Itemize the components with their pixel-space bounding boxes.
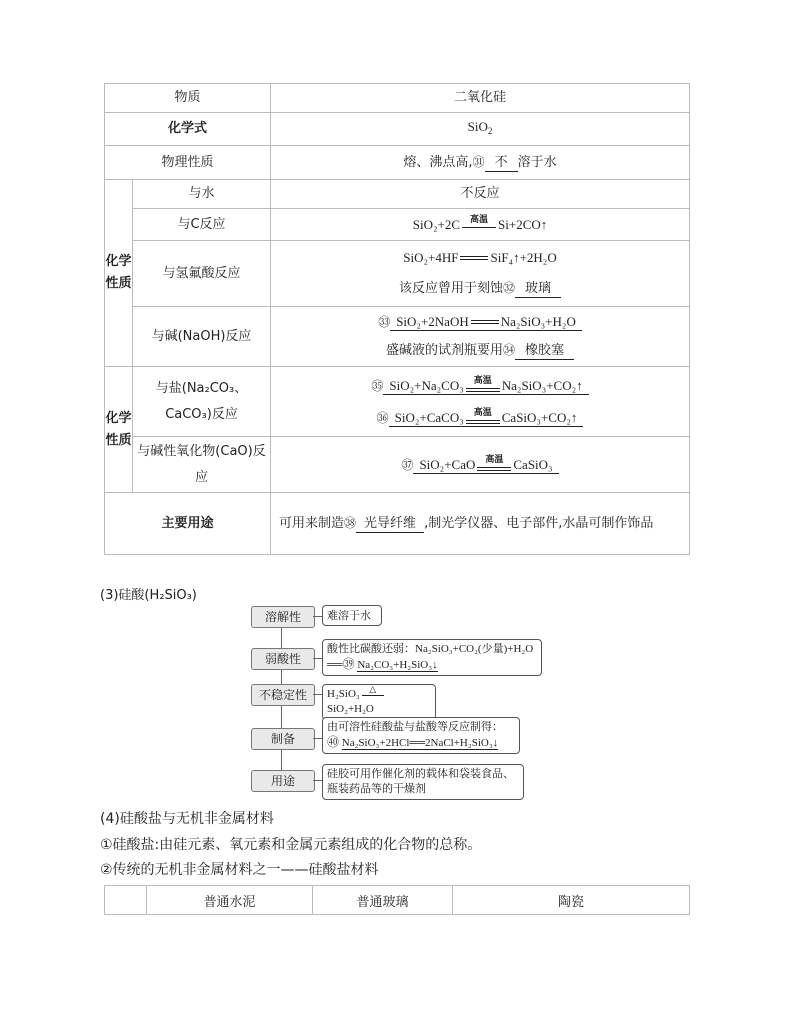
section4-item1: ①硅酸盐:由硅元素、氧元素和金属元素组成的化合物的总称。	[100, 837, 482, 853]
instability-box: H₂SiO₃ △ SiO₂+H₂O	[322, 684, 436, 720]
connector	[313, 738, 322, 739]
carbon-equation: SiO₂+2C 高温 Si+2CO↑	[271, 209, 690, 241]
table-header-cell: 普通玻璃	[313, 886, 453, 915]
usage-label: 主要用途	[105, 493, 271, 555]
header-label: 物质	[105, 84, 271, 113]
chem-property-label: 化学性质	[105, 180, 133, 367]
section4-item2: ②传统的无机非金属材料之一——硅酸盐材料	[100, 862, 379, 878]
naoh-cell: ㉝ SiO₂+2NaOH Na₂SiO₃+H₂O 盛碱液的试剂瓶要用㉞ 橡胶塞	[271, 307, 690, 367]
weak-acid-label: 弱酸性	[251, 648, 315, 670]
weak-acid-box: 酸性比碳酸还弱：Na₂SiO₃+CO₂(少量)+H₂O ══㊴ Na₂CO₃+H₂SiO₃↓	[322, 639, 542, 676]
solubility-label: 溶解性	[251, 606, 315, 628]
section4-title: (4)硅酸盐与无机非金属材料	[100, 811, 274, 827]
formula-label: 化学式	[105, 113, 271, 146]
instability-label: 不稳定性	[251, 684, 315, 706]
physical-label: 物理性质	[105, 146, 271, 180]
table-header-cell: 陶瓷	[453, 886, 690, 915]
header-value: 二氧化硅	[271, 84, 690, 113]
water-value: 不反应	[271, 180, 690, 209]
preparation-box: 由可溶性硅酸盐与盐酸等反应制得： ㊵ Na₂SiO₃+2HCl══2NaCl+H₂SiO₃↓	[322, 717, 520, 754]
oxide-equation: ㊲ SiO₂+CaO 高温 CaSiO₃	[271, 437, 690, 493]
salt-cell: ㉟ SiO₂+Na₂CO₃ 高温 Na₂SiO₃+CO₂↑ ㊱ SiO₂+CaCO₃ 高温 CaSiO₃+CO₂↑	[271, 367, 690, 437]
silica-table	[104, 83, 690, 555]
table-header-cell: 普通水泥	[147, 886, 313, 915]
connector	[313, 780, 322, 781]
formula-value: SiO$_2$	[271, 113, 690, 146]
solubility-box: 难溶于水	[322, 605, 382, 626]
salt-label: 与盐(Na₂CO₃、CaCO₃)反应	[133, 367, 271, 437]
connector	[313, 616, 322, 617]
chem-property-label-2: 化学性质	[105, 367, 133, 493]
hf-label: 与氢氟酸反应	[133, 241, 271, 307]
physical-value: 熔、沸点高,㉛ 不 溶于水	[271, 146, 690, 180]
carbon-label: 与C反应	[133, 209, 271, 241]
silicate-materials-table	[104, 885, 690, 915]
naoh-label: 与碱(NaOH)反应	[133, 307, 271, 367]
usage-value: 可用来制造㊳ 光导纤维 ,制光学仪器、电子部件,水晶可制作饰品	[271, 493, 690, 555]
table-header-cell	[105, 886, 147, 915]
connector	[313, 658, 322, 659]
use-label: 用途	[251, 770, 315, 792]
connector	[313, 694, 322, 695]
hf-cell: SiO₂+4HF SiF₄↑+2H₂O 该反应曾用于刻蚀㉜ 玻璃	[271, 241, 690, 307]
oxide-label: 与碱性氧化物(CaO)反应	[133, 437, 271, 493]
water-label: 与水	[133, 180, 271, 209]
section3-title: (3)硅酸(H₂SiO₃)	[100, 588, 197, 603]
preparation-label: 制备	[251, 728, 315, 750]
use-box: 硅胶可用作催化剂的载体和袋装食品、 瓶装药品等的干燥剂	[322, 764, 524, 800]
